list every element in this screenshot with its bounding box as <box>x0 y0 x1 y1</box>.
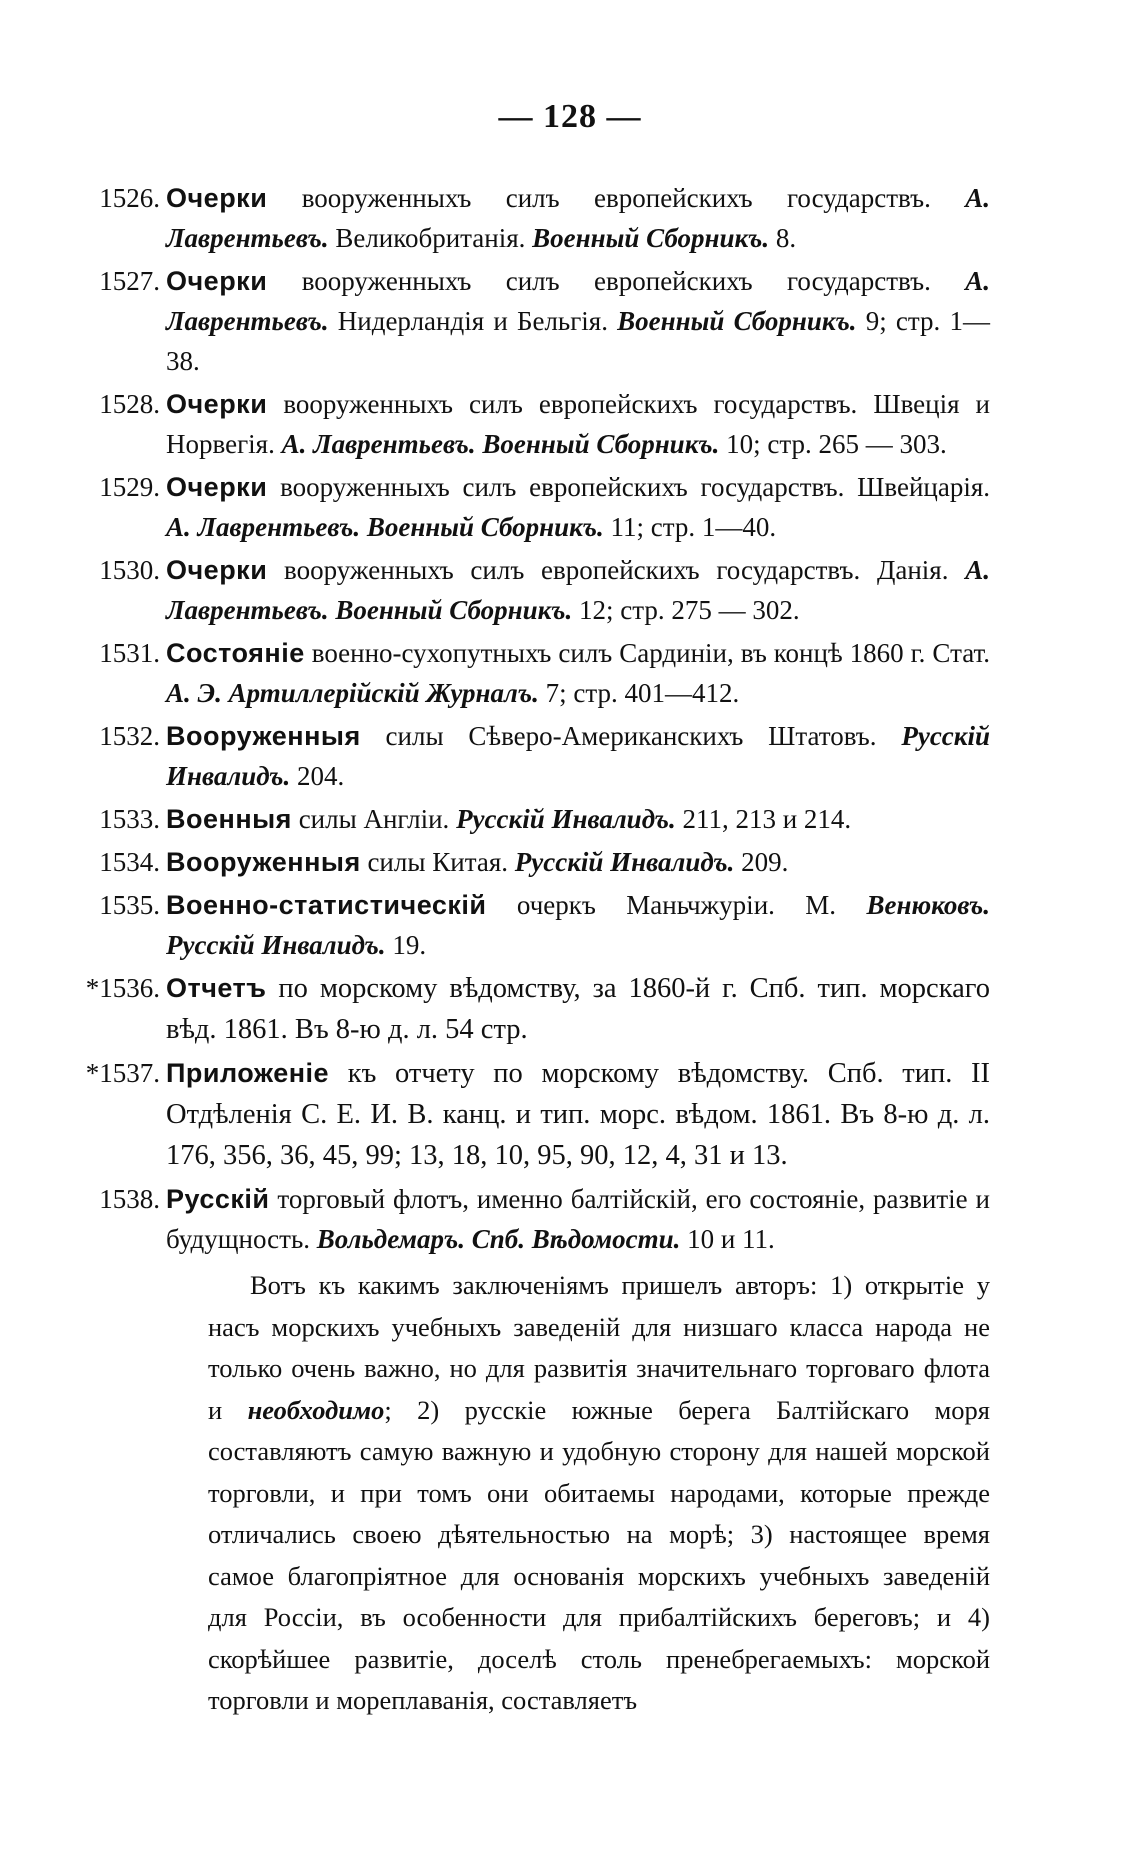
entry-text: 204. <box>290 761 345 791</box>
entry-text: 19. <box>385 930 427 960</box>
entry-source: Военный Сборникъ. <box>532 223 770 253</box>
entry-author: Венюковъ. Русскій Инвалидъ. <box>166 890 990 960</box>
entry-source: Военный Сборникъ. <box>617 306 857 336</box>
entry-source: Русскій Инвалидъ. <box>456 804 676 834</box>
bibliography-entry <box>60 1179 990 1259</box>
entry-annotation <box>208 1265 990 1722</box>
entry-keyword: Очерки <box>166 389 268 419</box>
entry-author: А. Лаврентьевъ. <box>166 183 990 253</box>
bibliography-entry <box>60 384 990 464</box>
entry-source: Русскій Инвалидъ. <box>514 847 735 877</box>
entry-keyword: Состояніе <box>166 638 305 668</box>
entry-text: 209. <box>734 847 789 877</box>
page-number: — 128 — <box>498 98 642 135</box>
entry-source: А. Э. Артиллерійскій Журналъ. <box>166 678 539 708</box>
entry-text: 12; стр. 275 — 302. <box>572 595 800 625</box>
bibliography-entry <box>60 467 990 547</box>
entry-text: очеркъ Маньчжуріи. М. <box>486 890 867 920</box>
entry-text: военно-сухопутныхъ силъ Сардиніи, въ концѣ 1860 г. Стат. <box>304 638 990 668</box>
entry-source: Военный Сборникъ. <box>366 512 604 542</box>
entry-keyword: Очерки <box>166 266 268 296</box>
entry-text: вооруженныхъ силъ европейскихъ государствъ. <box>267 183 966 213</box>
entry-text: 10; стр. 265 — 303. <box>719 429 947 459</box>
bibliography-entry <box>60 842 990 882</box>
entry-text: 10 и 11. <box>680 1224 775 1254</box>
entry-number: 1534. <box>99 847 160 877</box>
entry-text: силы Англіи. <box>291 804 457 834</box>
entry-text: Великобританія. <box>328 223 533 253</box>
entry-number: 1538. <box>99 1184 160 1214</box>
entry-number: 1527. <box>99 266 160 296</box>
entry-number: *1537. <box>85 1058 160 1088</box>
entry-text: силы Сѣверо-Американскихъ Штатовъ. <box>360 721 902 751</box>
entry-text: Нидерландія и Бельгія. <box>328 306 618 336</box>
entry-number: 1526. <box>99 183 160 213</box>
entry-source: Русскій Инвалидъ. <box>166 721 990 791</box>
entry-keyword: Русскій <box>166 1184 270 1214</box>
entry-text: вооруженныхъ силъ европейскихъ государствъ. Швейцарія. <box>267 472 990 502</box>
entry-number: 1532. <box>99 721 160 751</box>
annotation-emphasis: необходимо <box>247 1394 385 1425</box>
entry-keyword: Вооруженныя <box>166 721 361 751</box>
entry-number: *1536. <box>85 973 160 1003</box>
entry-text: къ отчету по морскому вѣдомству. Спб. тип. II Отдѣленія С. Е. И. В. канц. и тип. морс. вѣдом. 1861. Въ 8-ю д. л. 176, 356, 36, 45, 99; 13, 18, 10, 95, 90, 12, 4, 31 и 13. <box>166 1058 990 1171</box>
entry-text: силы Китая. <box>360 847 515 877</box>
entry-source: Вольдемаръ. Спб. Вѣдомости. <box>316 1224 681 1254</box>
entry-number: 1531. <box>99 638 160 668</box>
entry-text: торговый флотъ, именно балтійскій, его состояніе, развитіе и будущность. <box>166 1184 990 1254</box>
annotation-text: Вотъ къ какимъ заключеніямъ пришелъ авторъ: 1) открытіе у насъ морскихъ учебныхъ заведеній для низшаго класса народа не только очень важно, но для развитія значительнаго торговаго флота и <box>208 1270 990 1425</box>
entry-source: Военный Сборникъ. <box>482 429 720 459</box>
entry-author: А. Лаврентьевъ. <box>166 266 990 336</box>
entry-keyword: Очерки <box>166 472 268 502</box>
bibliography-entry <box>60 716 990 796</box>
bibliography-entry <box>60 1053 990 1176</box>
bibliography-entry <box>60 261 990 381</box>
bibliography-entry <box>60 799 990 839</box>
entry-text: вооруженныхъ силъ европейскихъ государствъ. Швеція и Норвегія. <box>166 389 990 459</box>
entry-keyword: Военно-статистическій <box>166 890 487 920</box>
entry-number: 1529. <box>99 472 160 502</box>
entry-text: 11; стр. 1—40. <box>603 512 777 542</box>
entry-text: по морскому вѣдомству, за 1860-й г. Спб. тип. морскаго вѣд. 1861. Въ 8-ю д. л. 54 стр. <box>166 973 990 1045</box>
entry-source: Военный Сборникъ. <box>335 595 573 625</box>
entry-text: 8. <box>769 223 797 253</box>
bibliography-entry <box>60 968 990 1050</box>
entry-text: вооруженныхъ силъ европейскихъ государствъ. Данія. <box>267 555 966 585</box>
entry-text: 211, 213 и 214. <box>675 804 852 834</box>
entry-author: А. Лаврентьевъ. <box>166 555 990 625</box>
entry-author: А. Лаврентьевъ. <box>166 512 361 542</box>
entry-text: 9; стр. 1—38. <box>166 306 990 376</box>
entry-keyword: Вооруженныя <box>166 847 361 877</box>
entry-text <box>360 512 367 542</box>
entry-text: 7; стр. 401—412. <box>538 678 740 708</box>
bibliography-entry <box>60 633 990 713</box>
entry-keyword: Военныя <box>166 804 292 834</box>
entry-number: 1535. <box>99 890 160 920</box>
entry-keyword: Отчетъ <box>166 973 267 1003</box>
entry-text: вооруженныхъ силъ европейскихъ государствъ. <box>267 266 966 296</box>
entry-number: 1528. <box>99 389 160 419</box>
bibliography-entry <box>60 178 990 258</box>
entry-author: А. Лаврентьевъ. <box>281 429 476 459</box>
entry-keyword: Очерки <box>166 183 268 213</box>
bibliography-list <box>60 178 990 1722</box>
entry-number: 1533. <box>99 804 160 834</box>
entry-keyword: Очерки <box>166 555 268 585</box>
annotation-text: ; 2) русскіе южные берега Балтійскаго моря составляютъ самую важную и удобную сторону для нашей морской торговли, и при томъ они обитаемы народами, которые прежде отличались своею дѣятельностью на морѣ; 3) настоящее время самое благопріятное для основанія морскихъ учебныхъ заведеній для Россіи, въ особенности для прибалтійскихъ береговъ; и 4) скорѣйшее развитіе, доселѣ столь пренебрегаемыхъ: морской торговли и мореплаванія, составляетъ <box>208 1394 990 1715</box>
entry-number: 1530. <box>99 555 160 585</box>
bibliography-entry <box>60 550 990 630</box>
entry-keyword: Приложеніе <box>166 1058 330 1088</box>
bibliography-entry <box>60 885 990 965</box>
